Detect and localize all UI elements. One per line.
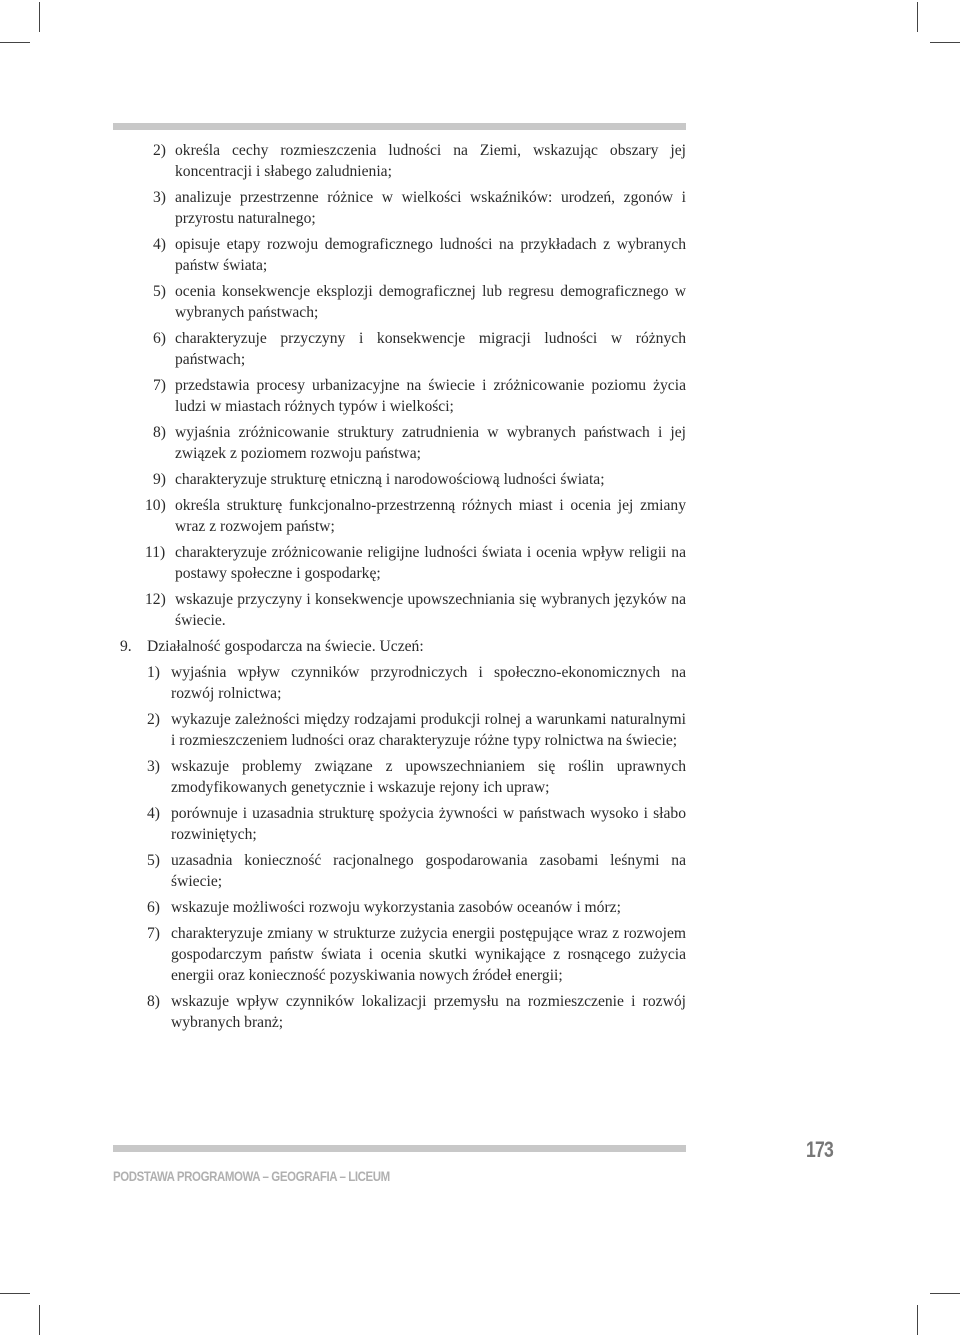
list-item — [145, 542, 686, 584]
list-item — [147, 662, 686, 704]
list-item — [153, 375, 686, 417]
list-item — [153, 187, 686, 229]
list-item — [145, 589, 686, 631]
list-item — [153, 328, 686, 370]
footer-title: PODSTAWA PROGRAMOWA – GEOGRAFIA – LICEUM — [113, 1168, 390, 1184]
list-item — [147, 756, 686, 798]
item-number: 12) — [145, 591, 166, 608]
bottom-rule — [113, 1145, 686, 1152]
item-number: 7) — [147, 925, 160, 942]
item-number: 1) — [147, 664, 160, 681]
item-number: 2) — [153, 142, 166, 159]
crop-mark-top-left-h — [0, 42, 30, 43]
item-text: ocenia konsekwencje eksplozji demograficznej lub regresu demograficznego w wybranych państwach; — [175, 283, 686, 321]
item-text: wyjaśnia wpływ czynników przyrodniczych i społeczno-ekonomicznych na rozwój rolnictwa; — [171, 664, 686, 702]
item-text: wskazuje możliwości rozwoju wykorzystania zasobów oceanów i mórz; — [171, 899, 621, 916]
item-text: określa strukturę funkcjonalno-przestrzenną różnych miast i ocenia jej zmiany wraz z rozwojem państw; — [175, 497, 686, 535]
item-text: charakteryzuje przyczyny i konsekwencje migracji ludności w różnych państwach; — [175, 330, 686, 368]
item-number: 6) — [153, 330, 166, 347]
section-title: Działalność gospodarcza na świecie. Uczeń: — [147, 638, 424, 655]
list-item — [153, 281, 686, 323]
item-text: wskazuje przyczyny i konsekwencje upowszechniania się wybranych języków na świecie. — [175, 591, 686, 629]
item-number: 7) — [153, 377, 166, 394]
item-text: uzasadnia konieczność racjonalnego gospodarowania zasobami leśnymi na świecie; — [171, 852, 686, 890]
section-number: 9. — [120, 638, 132, 655]
crop-mark-bottom-left-h — [0, 1293, 30, 1294]
crop-mark-bottom-right-h — [930, 1293, 960, 1294]
crop-mark-top-right-h — [930, 42, 960, 43]
list-item — [153, 422, 686, 464]
item-text: wykazuje zależności między rodzajami produkcji rolnej a warunkami naturalnymi i rozmieszczeniem ludności oraz charakteryzuje różne typy rolnictwa na świecie; — [171, 711, 686, 749]
item-text: charakteryzuje strukturę etniczną i narodowościową ludności świata; — [175, 471, 605, 488]
crop-mark-top-left — [39, 2, 40, 32]
item-number: 3) — [147, 758, 160, 775]
item-text: określa cechy rozmieszczenia ludności na Ziemi, wskazując obszary jej koncentracji i słabego zaludnienia; — [175, 142, 686, 180]
top-rule — [113, 123, 686, 130]
list-item — [153, 469, 686, 490]
item-text: charakteryzuje zmiany w strukturze zużycia energii postępujące wraz z rozwojem gospodarczym państw świata i ocenia skutki wynikające z rosnącego zużycia energii oraz konieczność pozyskiwania nowych źródeł energii; — [171, 925, 686, 984]
list-item — [147, 709, 686, 751]
item-text: charakteryzuje zróżnicowanie religijne ludności świata i ocenia wpływ religii na postawy społeczne i gospodarkę; — [175, 544, 686, 582]
list-item — [145, 495, 686, 537]
list-item — [153, 140, 686, 182]
list-item — [147, 923, 686, 986]
item-number: 8) — [153, 424, 166, 441]
page-content — [0, 140, 960, 1038]
item-text: analizuje przestrzenne różnice w wielkości wskaźników: urodzeń, zgonów i przyrostu naturalnego; — [175, 189, 686, 227]
list-item — [153, 234, 686, 276]
item-text: wskazuje wpływ czynników lokalizacji przemysłu na rozmieszczenie i rozwój wybranych branż; — [171, 993, 686, 1031]
item-text: opisuje etapy rozwoju demograficznego ludności na przykładach z wybranych państw świata; — [175, 236, 686, 274]
item-number: 8) — [147, 993, 160, 1010]
item-text: porównuje i uzasadnia strukturę spożycia żywności w państwach wysoko i słabo rozwiniętych; — [171, 805, 686, 843]
item-number: 5) — [153, 283, 166, 300]
item-number: 9) — [153, 471, 166, 488]
item-number: 11) — [145, 544, 166, 561]
item-number: 3) — [153, 189, 166, 206]
item-number: 10) — [145, 497, 166, 514]
item-number: 4) — [153, 236, 166, 253]
item-number: 5) — [147, 852, 160, 869]
page-number: 173 — [806, 1137, 833, 1162]
item-text: przedstawia procesy urbanizacyjne na świecie i zróżnicowanie poziomu życia ludzi w miastach różnych typów i wielkości; — [175, 377, 686, 415]
item-number: 6) — [147, 899, 160, 916]
list-item — [147, 897, 686, 918]
list-item — [147, 850, 686, 892]
item-text: wskazuje problemy związane z upowszechnianiem się roślin uprawnych zmodyfikowanych genetycznie i wskazuje rejony ich upraw; — [171, 758, 686, 796]
crop-mark-top-right — [917, 2, 918, 32]
list-item — [147, 803, 686, 845]
crop-mark-bottom-left — [39, 1305, 40, 1335]
crop-mark-bottom-right — [917, 1305, 918, 1335]
item-text: wyjaśnia zróżnicowanie struktury zatrudnienia w wybranych państwach i jej związek z poziomem rozwoju państwa; — [175, 424, 686, 462]
item-number: 4) — [147, 805, 160, 822]
list-item — [147, 991, 686, 1033]
section-heading — [120, 636, 686, 657]
item-number: 2) — [147, 711, 160, 728]
